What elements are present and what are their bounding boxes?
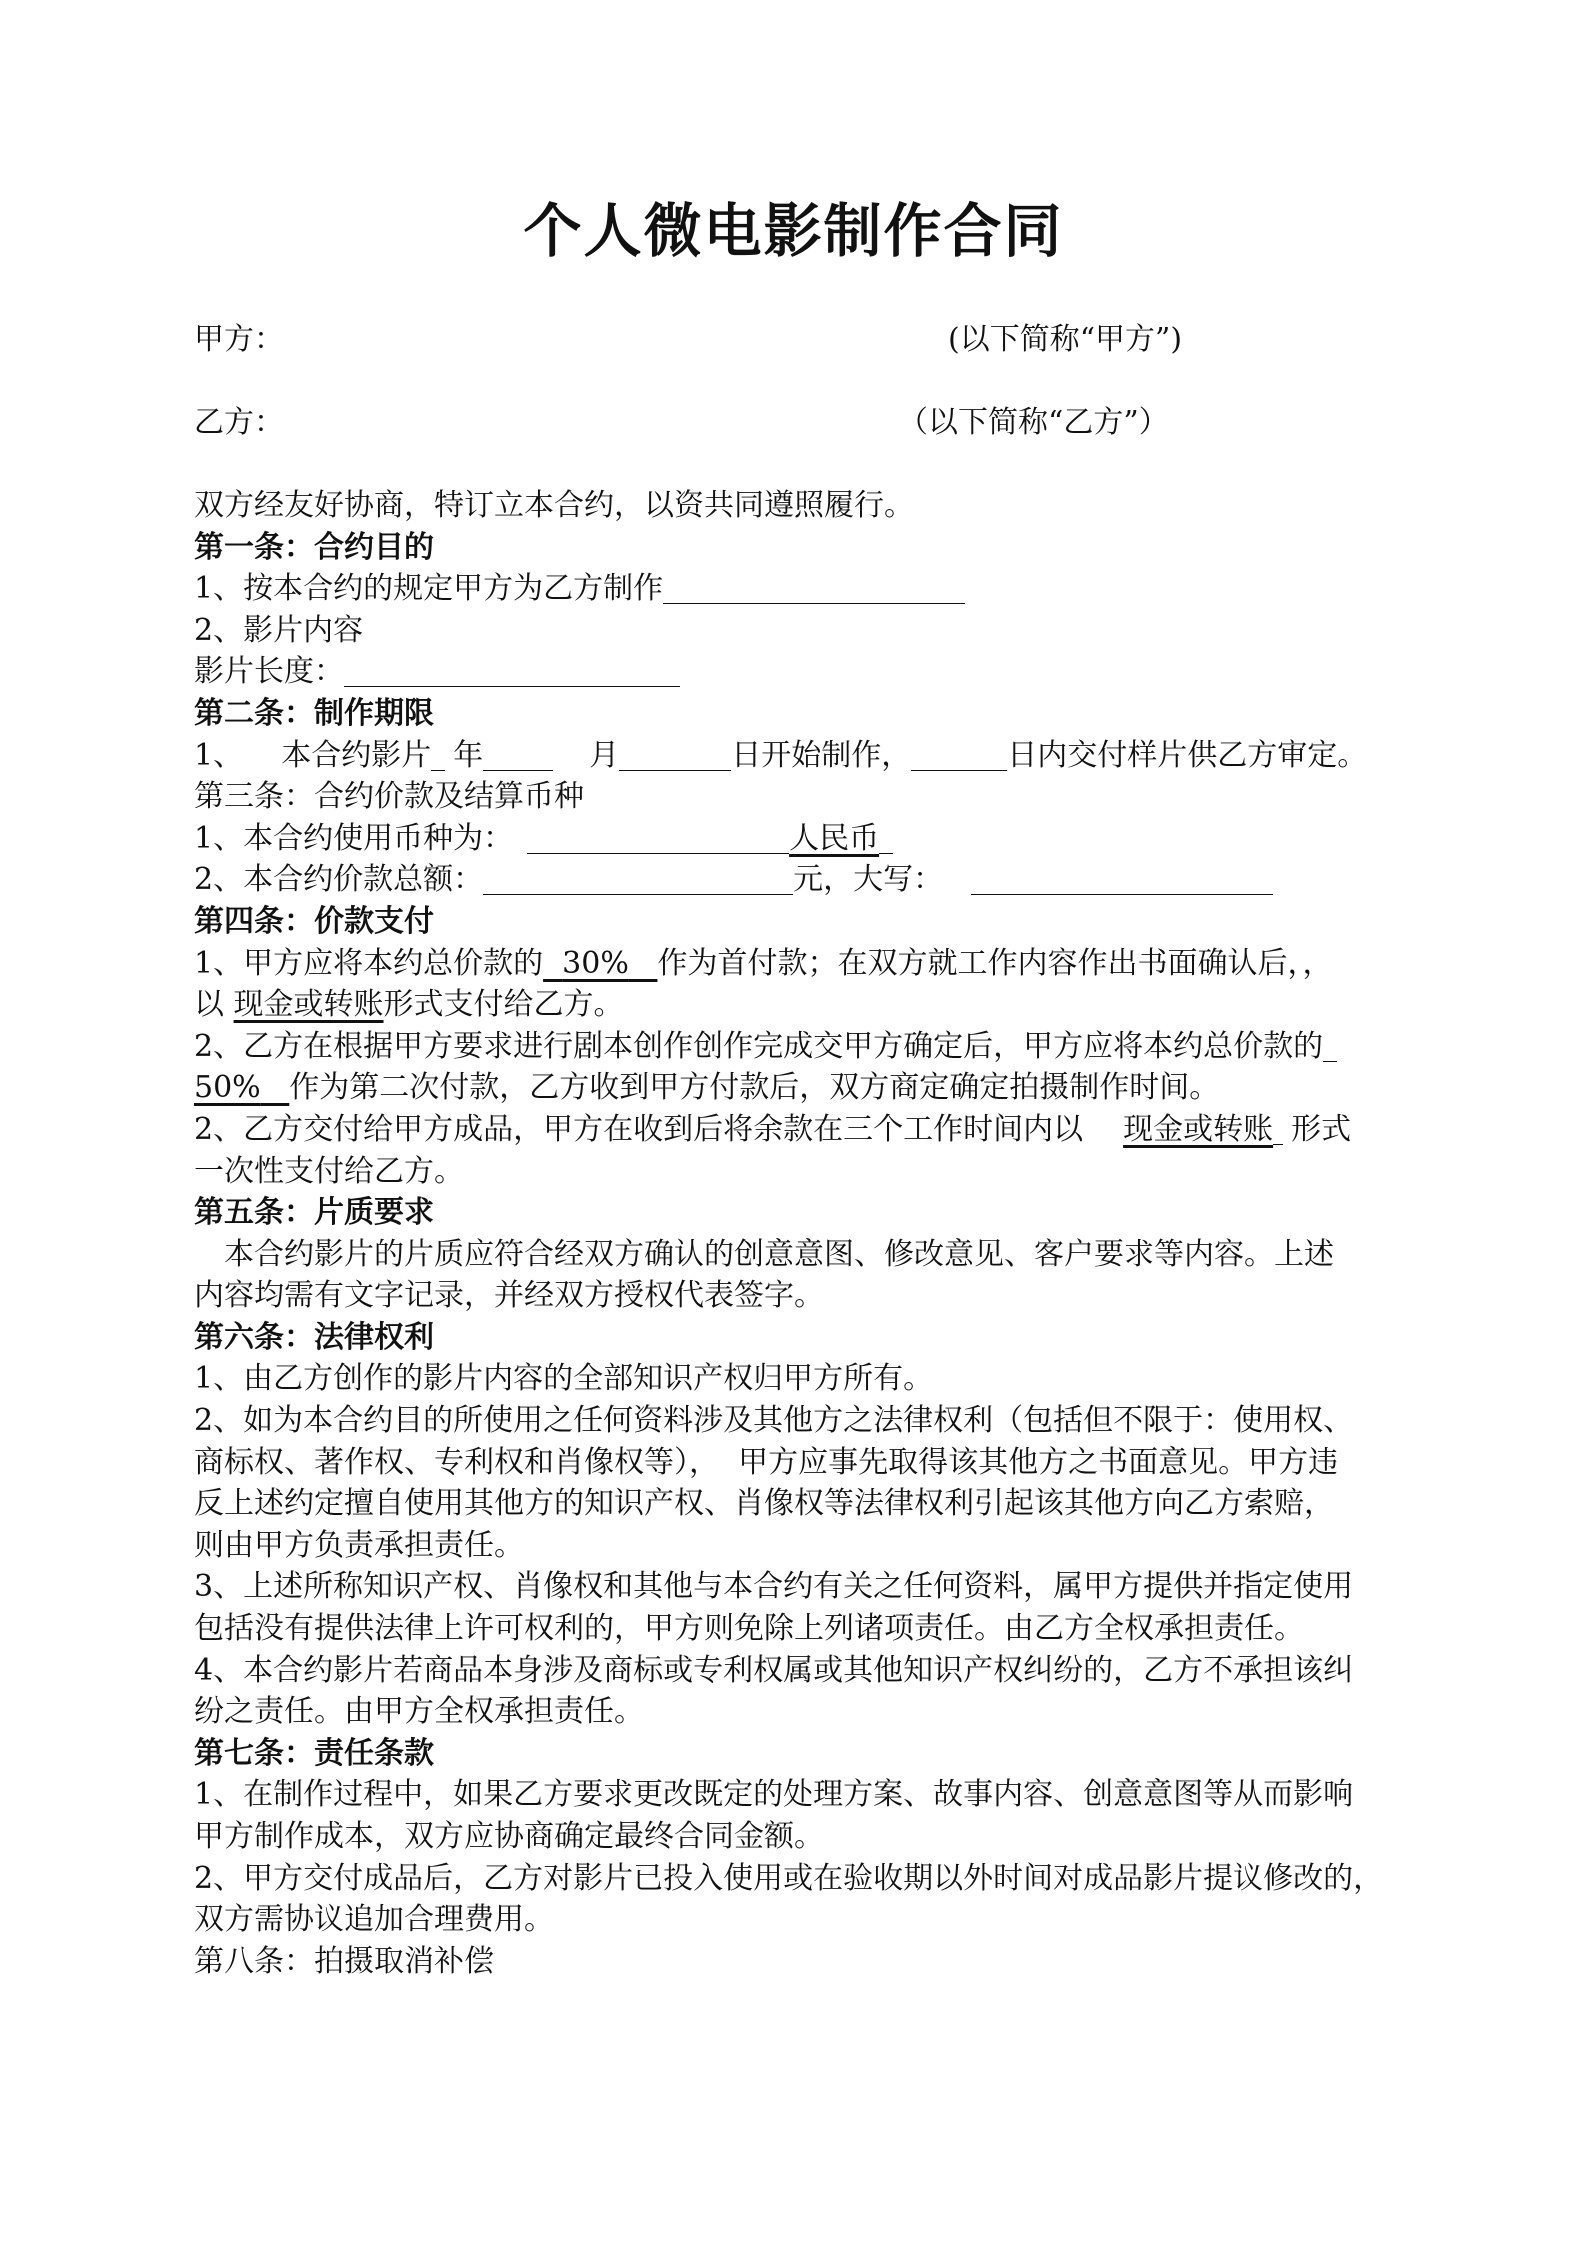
final-payment-text: 2、乙方交付给甲方成品，甲方在收到后将余款在三个工作时间内以 <box>194 1111 1084 1147</box>
article-4-line-5 <box>194 1109 1419 1151</box>
day-blank[interactable] <box>619 742 731 771</box>
article-6-line-6: 3、上述所称知识产权、肖像权和其他与本合约有关之任何资料，属甲方提供并指定使用 <box>194 1569 1354 1605</box>
final-payment-method: 现金或转账 <box>1123 1111 1274 1147</box>
article-3-line-1 <box>194 818 1419 860</box>
delivery-text: 日内交付样片供乙方审定。 <box>1007 737 1368 773</box>
article-6-line-2: 2、如为本合约目的所使用之任何资料涉及其他方之法律权利（包括但不限于：使用权、 <box>194 1403 1354 1439</box>
article-7-heading: 第七条：责任条款 <box>194 1735 434 1771</box>
film-length-blank[interactable] <box>344 658 680 687</box>
payment-method-suffix: 形式支付给乙方。 <box>383 987 624 1023</box>
second-payment-percent <box>194 1070 289 1105</box>
article-1-line-2: 2、影片内容 <box>194 612 364 648</box>
total-price-label: 2、本合约价款总额： <box>194 862 484 898</box>
article-7-line-1: 1、在制作过程中，如果乙方要求更改既定的处理方案、故事内容、创意意图等从而影响 <box>194 1777 1354 1813</box>
article-3-heading: 第三条：合约价款及结算币种 <box>194 779 584 815</box>
article-7-line-3: 2、甲方交付成品后，乙方对影片已投入使用或在验收期以外时间对成品影片提议修改的， <box>194 1860 1384 1896</box>
delivery-days-blank[interactable] <box>911 742 1007 771</box>
article-6-line-9: 纷之责任。由甲方全权承担责任。 <box>194 1694 644 1730</box>
article-5-heading: 第五条：片质要求 <box>194 1195 434 1231</box>
film-length-label: 影片长度： <box>194 654 344 690</box>
month-label: 月 <box>589 737 620 773</box>
article-1-heading: 第一条：合约目的 <box>194 529 434 565</box>
first-payment-method: 现金或转账 <box>233 987 384 1023</box>
article-1-line-3 <box>194 651 1419 693</box>
schedule-text-start: 1、 本合约影片 <box>194 737 432 773</box>
first-payment-percent-value: 30% <box>562 945 629 981</box>
production-blank[interactable] <box>663 575 965 604</box>
document-title: 个人微电影制作合同 <box>523 197 1064 265</box>
first-payment-percent <box>543 946 657 981</box>
payment-method-prefix: 以 <box>194 987 224 1023</box>
article-6-line-8: 4、本合约影片若商品本身涉及商标或专利权属或其他知识产权纠纷的，乙方不承担该纠 <box>194 1652 1354 1688</box>
article-5-line-1: 本合约影片的片质应符合经双方确认的创意意图、修改意见、客户要求等内容。上述 <box>224 1236 1334 1272</box>
article-4-heading: 第四条：价款支付 <box>194 903 434 939</box>
article-6-line-7: 包括没有提供法律上许可权利的，甲方则免除上列诸项责任。由乙方全权承担责任。 <box>194 1611 1304 1647</box>
article-4-line-1 <box>194 943 1419 985</box>
currency-value: 人民币 <box>789 820 880 856</box>
second-payment-percent-value: 50% <box>194 1070 261 1106</box>
final-payment-form: 形式 <box>1291 1111 1352 1147</box>
article-6-heading: 第六条：法律权利 <box>194 1319 434 1355</box>
currency-blank-end <box>879 825 893 854</box>
second-payment-text-end: 作为第二次付款，乙方收到甲方付款后，双方商定确定拍摄制作时间。 <box>289 1070 1220 1106</box>
article-6-line-4: 反上述约定擅自使用其他方的知识产权、肖像权等法律权利引起该其他方向乙方索赔， <box>194 1486 1334 1522</box>
article-2-line-1 <box>194 735 1419 777</box>
article-2-heading: 第二条：制作期限 <box>194 695 434 731</box>
party-b-note: （以下简称“乙方”） <box>898 405 1169 440</box>
final-payment-blank <box>1273 1116 1283 1145</box>
currency-label: 1、本合约使用币种为： <box>194 820 514 856</box>
party-b-label: 乙方： <box>194 405 284 440</box>
second-payment-text: 2、乙方在根据甲方要求进行剧本创作创作完成交甲方确定后，甲方应将本约总价款的 <box>194 1028 1324 1064</box>
year-value-blank[interactable] <box>483 742 553 771</box>
year-blank[interactable] <box>431 742 445 771</box>
article-8-heading: 第八条：拍摄取消补偿 <box>194 1943 494 1979</box>
article-6-line-1: 1、由乙方创作的影片内容的全部知识产权归甲方所有。 <box>194 1361 934 1397</box>
article-1-line-1-text: 1、按本合约的规定甲方为乙方制作 <box>194 571 664 607</box>
party-a-label: 甲方： <box>194 322 284 357</box>
intro-paragraph: 双方经友好协商，特订立本合约，以资共同遵照履行。 <box>194 488 914 523</box>
article-4-line-4 <box>194 1067 1419 1109</box>
price-in-words-blank[interactable] <box>971 866 1273 895</box>
start-production-text: 日开始制作， <box>731 737 912 773</box>
year-label: 年 <box>453 737 484 773</box>
second-payment-blank <box>1323 1033 1337 1062</box>
contract-body <box>194 485 1419 1982</box>
first-payment-text-end: 作为首付款；在双方就工作内容作出书面确认后，， <box>657 945 1333 981</box>
currency-blank[interactable] <box>527 825 789 854</box>
article-1-line-1 <box>194 568 1419 610</box>
article-4-line-2 <box>194 984 1419 1026</box>
first-payment-text: 1、甲方应将本约总价款的 <box>194 945 544 981</box>
article-7-line-2: 甲方制作成本，双方应协商确定最终合同金额。 <box>194 1819 824 1854</box>
article-5-line-2: 内容均需有文字记录，并经双方授权代表签字。 <box>194 1278 824 1314</box>
article-7-line-4: 双方需协议追加合理费用。 <box>194 1902 554 1938</box>
article-6-line-5: 则由甲方负责承担责任。 <box>194 1527 524 1563</box>
total-price-unit: 元，大写： <box>793 862 944 898</box>
article-4-line-3 <box>194 1026 1419 1068</box>
article-4-line-6: 一次性支付给乙方。 <box>194 1153 464 1189</box>
article-3-line-2 <box>194 859 1419 901</box>
total-price-blank[interactable] <box>483 866 793 895</box>
article-6-line-3: 商标权、著作权、专利权和肖像权等）， 甲方应事先取得该其他方之书面意见。甲方违 <box>194 1444 1339 1480</box>
party-a-note: (以下简称“甲方”) <box>948 322 1183 357</box>
